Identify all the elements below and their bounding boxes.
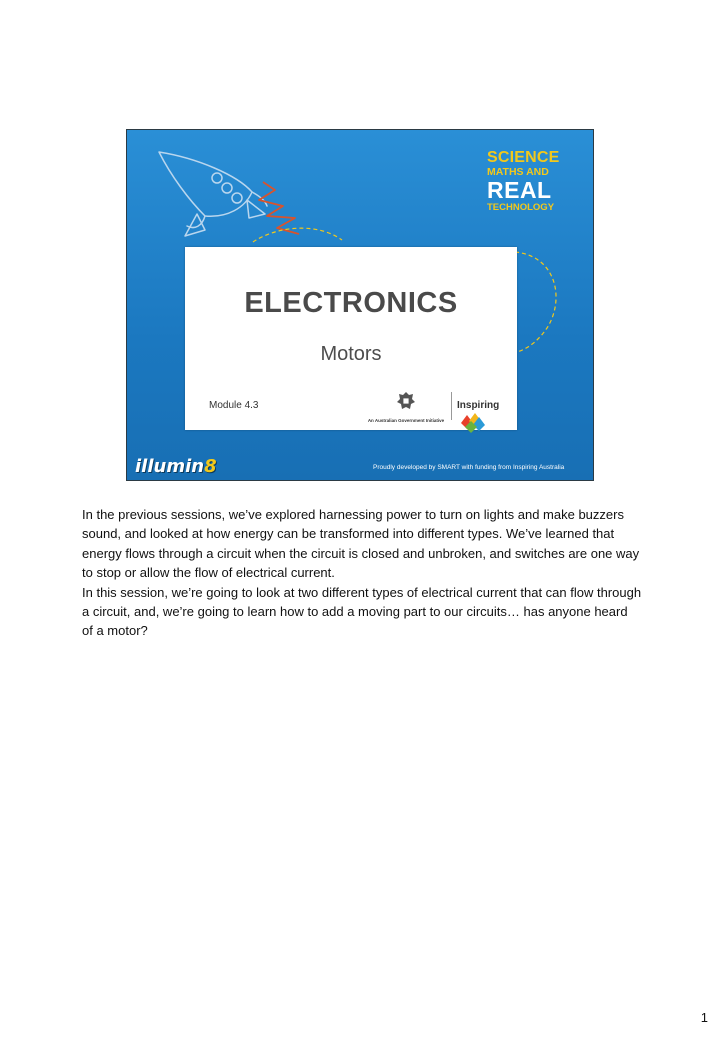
logo-line-real: REAL — [487, 176, 552, 203]
inspiring-australia-logo — [457, 395, 517, 433]
logo-line-maths: MATHS AND — [487, 166, 549, 178]
logo-line-technology: TECHNOLOGY — [487, 201, 555, 213]
page-number: 1 — [700, 1010, 708, 1025]
slide-footer — [127, 452, 593, 480]
module-label: Module 4.3 — [209, 400, 259, 411]
illumin8-logo — [135, 456, 217, 477]
coat-of-arms-icon — [394, 390, 418, 412]
logo-divider — [451, 392, 452, 420]
illumin8-digit: 8 — [204, 456, 217, 477]
government-initiative-text: An Australian Government Initiative — [367, 418, 445, 423]
government-logo — [363, 390, 449, 423]
inspiring-text: Inspiring — [457, 400, 500, 411]
logo-line-science: SCIENCE — [487, 149, 560, 166]
title-card — [185, 247, 517, 430]
inspiring-australia-icon — [457, 413, 487, 433]
footer-credit: Proudly developed by SMART with funding from Inspiring Australia — [373, 464, 565, 471]
smart-logo — [487, 150, 579, 212]
slide-title: ELECTRONICS — [244, 287, 458, 319]
slide-subtitle: Motors — [320, 343, 382, 365]
slide-thumbnail — [126, 129, 594, 481]
notes-paragraph: In this session, we’re going to look at two different types of electrical current that can flow through a circuit, and, we’re going to learn how to add a moving part to our circuits… has anyone heard of a motor? — [82, 584, 642, 639]
speaker-notes — [82, 505, 642, 641]
illumin8-text: illumin — [135, 456, 205, 477]
notes-paragraph: In the previous sessions, we’ve explored harnessing power to turn on lights and make buzzers sound, and looked at how energy can be transformed into different types. We’ve learned that energy flows through a circuit when the circuit is closed and unbroken, and switches are one way to stop or allow the flow of electrical current. — [82, 507, 640, 581]
